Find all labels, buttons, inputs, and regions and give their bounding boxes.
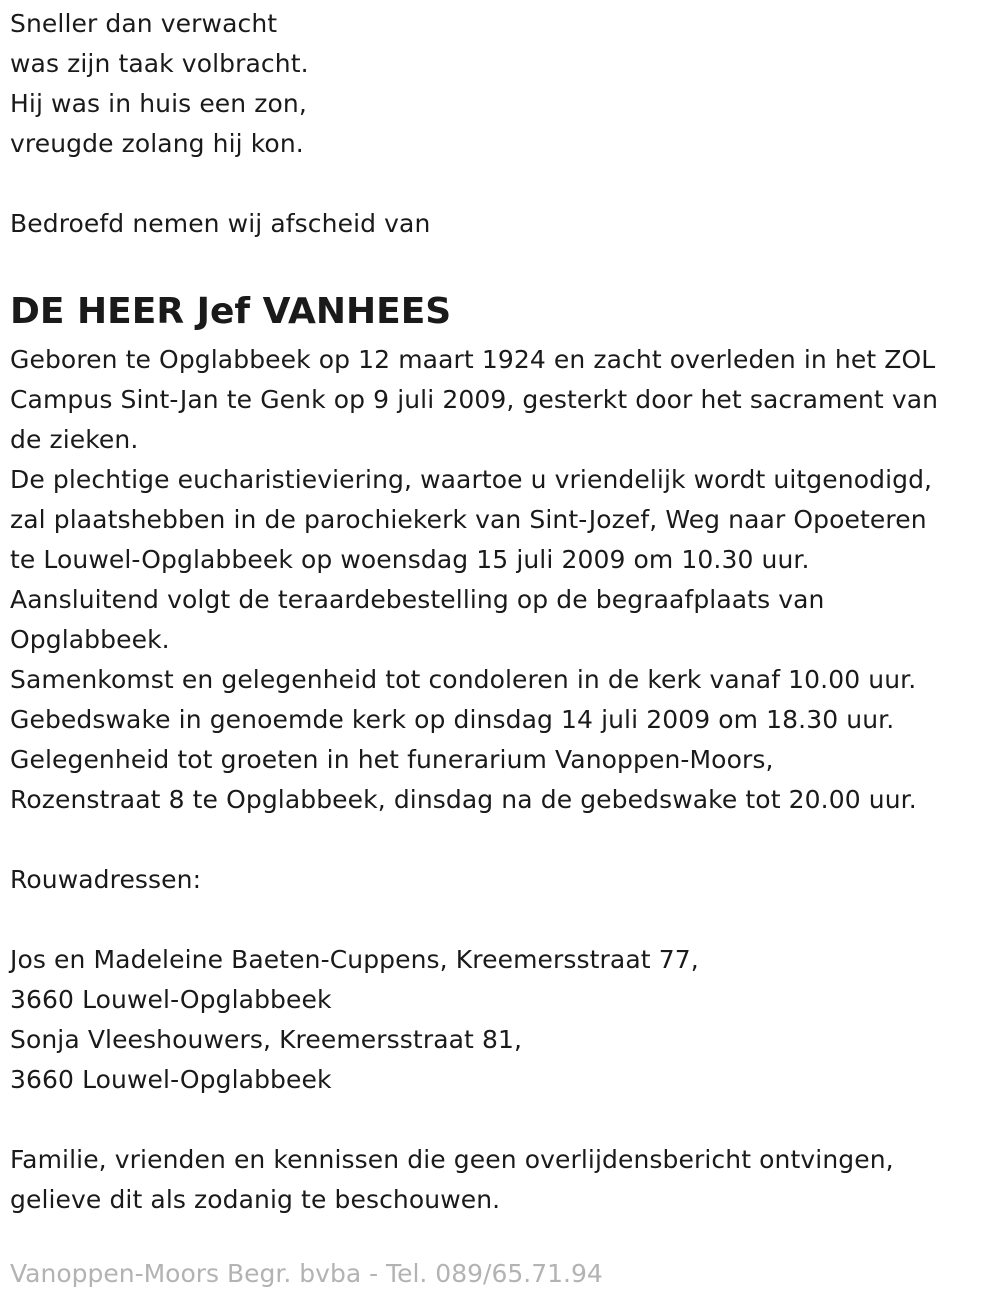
addresses-heading: Rouwadressen: [10, 865, 202, 894]
body-line: te Louwel-Opglabbeek op woensdag 15 juli 2009 om 10.30 uur. [10, 545, 810, 574]
body-line: Campus Sint-Jan te Genk op 9 juli 2009, gesterkt door het sacrament van [10, 385, 939, 414]
intro-text: Bedroefd nemen wij afscheid van [10, 209, 431, 238]
poem [10, 4, 995, 164]
spacer [10, 164, 995, 204]
body-line: de zieken. [10, 425, 139, 454]
body-line: De plechtige eucharistieviering, waartoe u vriendelijk wordt uitgenodigd, [10, 465, 933, 494]
poem-line: vreugde zolang hij kon. [10, 129, 304, 158]
closing-line: Familie, vrienden en kennissen die geen overlijdensbericht ontvingen, [10, 1145, 894, 1174]
spacer [10, 244, 995, 284]
body-text [10, 340, 995, 820]
funeral-home-footer: Vanoppen-Moors Begr. bvba - Tel. 089/65.71.94 [10, 1259, 603, 1288]
body-line: Aansluitend volgt de teraardebestelling op de begraafplaats van [10, 585, 825, 614]
closing-text [10, 1140, 995, 1220]
body-line: Opglabbeek. [10, 625, 170, 654]
poem-line: was zijn taak volbracht. [10, 49, 309, 78]
closing-line: gelieve dit als zodanig te beschouwen. [10, 1185, 501, 1214]
spacer [10, 900, 995, 940]
body-line: Rozenstraat 8 te Opglabbeek, dinsdag na de gebedswake tot 20.00 uur. [10, 785, 917, 814]
poem-line: Sneller dan verwacht [10, 9, 278, 38]
body-line: Gebedswake in genoemde kerk op dinsdag 14 juli 2009 om 18.30 uur. [10, 705, 895, 734]
body-line: Geboren te Opglabbeek op 12 maart 1924 en zacht overleden in het ZOL [10, 345, 936, 374]
spacer [10, 1100, 995, 1140]
address-line: 3660 Louwel-Opglabbeek [10, 985, 332, 1014]
address-line: 3660 Louwel-Opglabbeek [10, 1065, 332, 1094]
spacer [10, 820, 995, 860]
address-line: Sonja Vleeshouwers, Kreemersstraat 81, [10, 1025, 523, 1054]
poem-line: Hij was in huis een zon, [10, 89, 307, 118]
obituary-notice [10, 4, 995, 1220]
address-line: Jos en Madeleine Baeten-Cuppens, Kreemersstraat 77, [10, 945, 699, 974]
addresses-list [10, 940, 995, 1100]
body-line: Samenkomst en gelegenheid tot condoleren in de kerk vanaf 10.00 uur. [10, 665, 917, 694]
body-line: Gelegenheid tot groeten in het funerarium Vanoppen-Moors, [10, 745, 774, 774]
body-line: zal plaatshebben in de parochiekerk van Sint-Jozef, Weg naar Opoeteren [10, 505, 927, 534]
deceased-name-title: DE HEER Jef VANHEES [10, 291, 452, 332]
